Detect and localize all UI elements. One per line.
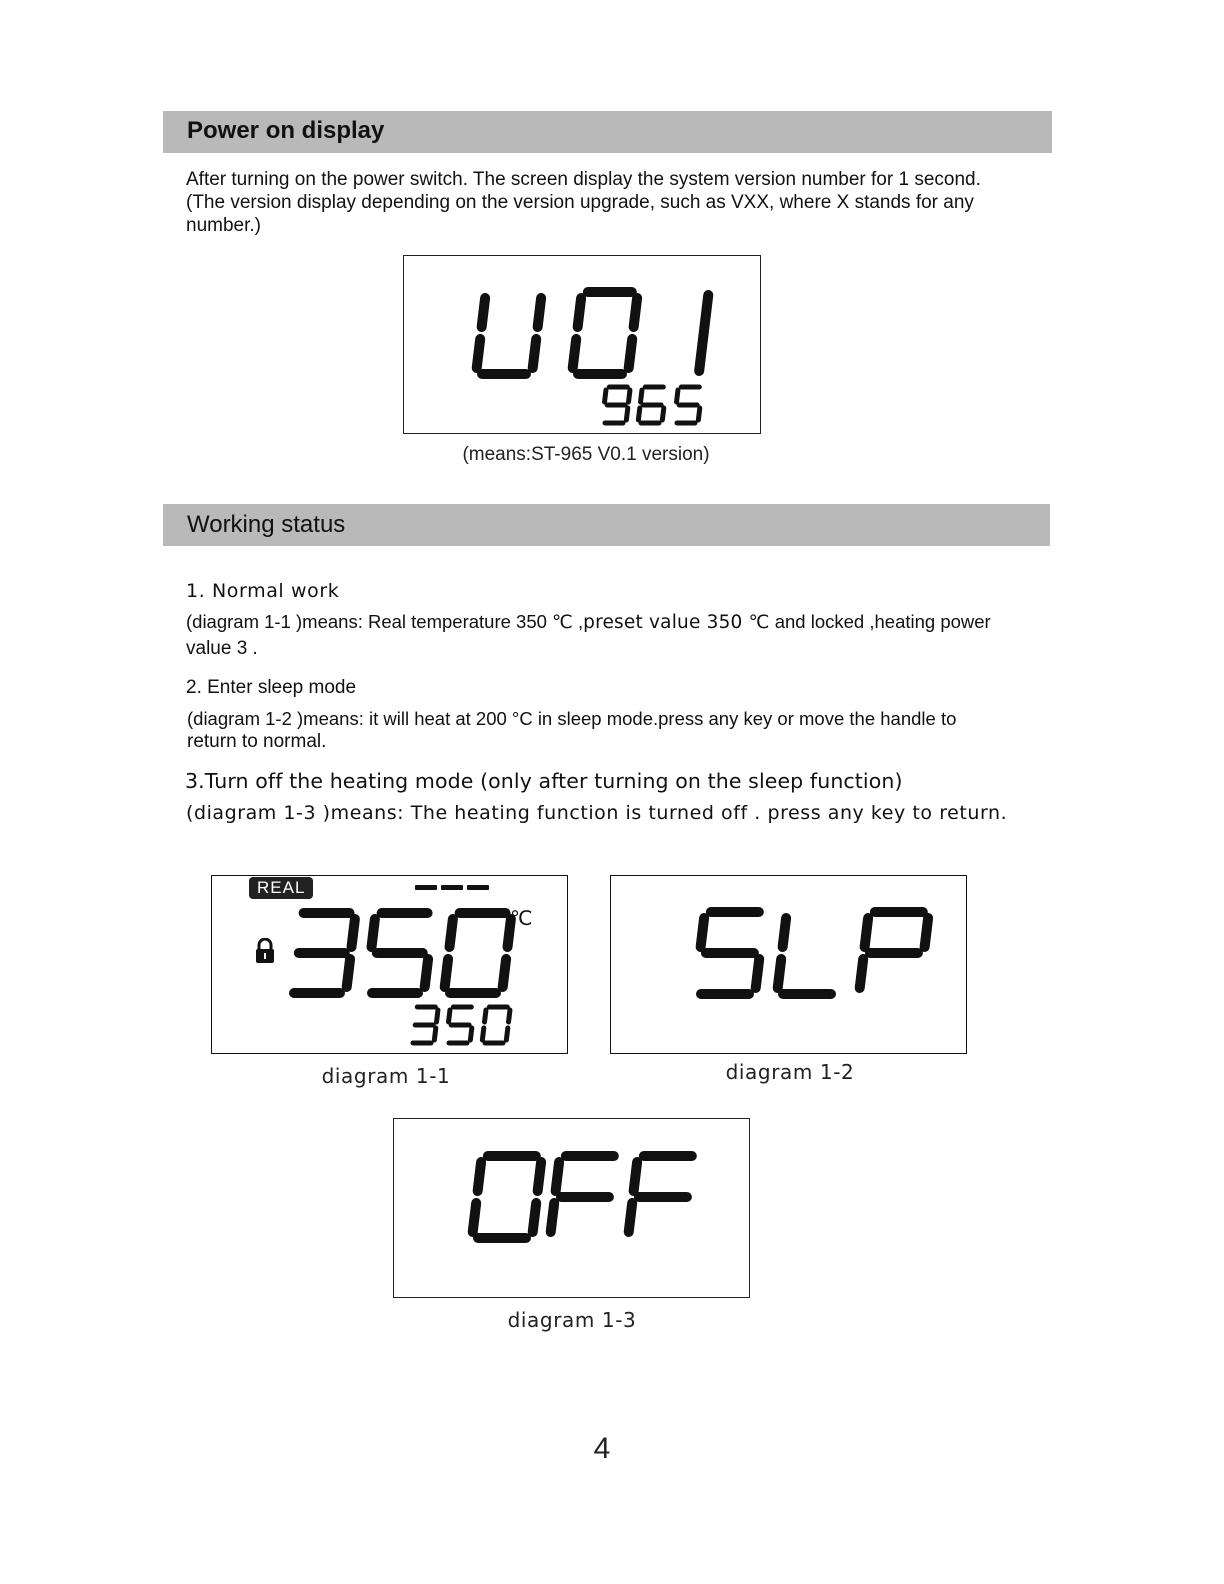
seg-stroke	[470, 1028, 471, 1040]
seg-digit	[699, 295, 708, 371]
seg-stroke	[372, 919, 375, 947]
diagram-1-1-caption: diagram 1-1	[321, 1064, 451, 1088]
seg-stroke	[347, 959, 350, 987]
seg-digit	[473, 1156, 541, 1238]
power-on-line-1: After turning on the power switch. The screen display the system version number for 1 second.	[186, 169, 981, 190]
power-level-bar	[467, 885, 489, 890]
seg-stroke	[573, 339, 576, 368]
version-sub-digits	[602, 387, 708, 428]
seg-stroke	[634, 1162, 637, 1191]
seg-stroke	[629, 1203, 632, 1232]
seg-stroke	[662, 408, 663, 420]
working-title: Working status	[187, 511, 346, 538]
diagram-1-1-lcd	[211, 875, 568, 1054]
seg-stroke	[551, 1203, 554, 1232]
seg-stroke	[629, 390, 630, 402]
item2-line-1: (diagram 1-2 )means: it will heat at 200 °C in sleep mode.press any key or move the handle to	[187, 708, 957, 729]
seg-stroke	[538, 298, 541, 327]
seg-stroke	[756, 959, 759, 988]
seg-digit	[605, 387, 630, 423]
item2-heading-text: . Enter sleep mode	[196, 677, 357, 698]
page-number: 4	[593, 1432, 611, 1465]
seg-stroke	[783, 918, 786, 947]
seg-stroke	[425, 959, 428, 987]
seg-stroke	[634, 298, 637, 327]
seg-stroke	[506, 1028, 507, 1040]
seg-digit	[573, 292, 637, 374]
seg-stroke	[605, 390, 606, 402]
seg-digit	[677, 387, 700, 423]
seg-stroke	[533, 1203, 536, 1232]
seg-stroke	[556, 1162, 559, 1191]
power-level-bar	[441, 885, 463, 890]
diagram-1-2-lcd	[610, 875, 967, 1054]
seg-digit	[449, 1007, 472, 1043]
item1-heading: 1. Normal work	[186, 580, 340, 602]
seg-stroke	[626, 408, 627, 420]
seg-digit	[445, 913, 511, 993]
item1-line-1-b: preset value 350 ℃	[583, 612, 770, 633]
seg-stroke	[485, 1010, 486, 1022]
seg-digit	[551, 1156, 614, 1232]
item1-line-1	[186, 610, 991, 634]
version-caption: (means:ST-965 V0.1 version)	[462, 444, 710, 465]
seg-stroke	[865, 918, 868, 947]
item3-heading: 3.Turn off the heating mode (only after turning on the sleep function)	[185, 769, 903, 793]
seg-stroke	[699, 295, 708, 371]
seg-stroke	[698, 408, 699, 420]
power-on-title: Power on display	[187, 117, 385, 144]
seg-stroke	[860, 959, 863, 988]
seg-digit	[477, 298, 541, 374]
seg-stroke	[509, 1010, 510, 1022]
item3-line-1: (diagram 1-3 )means: The heating function is turned off . press any key to return.	[186, 802, 1008, 824]
item2-heading	[186, 676, 356, 699]
seg-stroke	[533, 339, 536, 368]
seg-digit	[294, 913, 355, 993]
seg-stroke	[478, 1162, 481, 1191]
off-digits	[472, 1156, 708, 1248]
seg-digit	[482, 1007, 510, 1043]
seg-digit	[629, 1156, 692, 1232]
seg-stroke	[473, 1203, 476, 1232]
lock-icon	[254, 938, 276, 964]
seg-stroke	[778, 959, 781, 988]
item1-line-1-a: (diagram 1-1 )means: Real temperature 350 ℃ ,	[186, 611, 584, 632]
power-on-line-2: (The version display depending on the version upgrade, such as VXX, where X stands for any	[186, 192, 974, 213]
sleep-digits	[695, 912, 939, 1004]
seg-stroke	[578, 298, 581, 327]
seg-digit	[372, 913, 429, 993]
seg-stroke	[445, 959, 448, 987]
seg-stroke	[434, 1028, 435, 1040]
preset-temperature-digits	[410, 1007, 516, 1048]
seg-stroke	[352, 919, 355, 947]
seg-stroke	[638, 408, 639, 420]
diagram-1-3-caption: diagram 1-3	[507, 1308, 637, 1332]
power-level-indicator	[415, 885, 495, 891]
seg-stroke	[482, 298, 485, 327]
item2-number: 2	[186, 677, 197, 698]
seg-digit	[860, 912, 928, 988]
seg-stroke	[629, 339, 632, 368]
seg-stroke	[477, 339, 480, 368]
seg-stroke	[925, 918, 928, 947]
diagram-1-3-lcd	[393, 1118, 750, 1298]
item1-line-1-c: and locked ,heating power	[769, 611, 991, 632]
seg-digit	[413, 1007, 438, 1043]
seg-digit	[638, 387, 663, 423]
seg-stroke	[437, 1010, 438, 1022]
celsius-unit: ℃	[510, 908, 533, 930]
seg-stroke	[482, 1028, 483, 1040]
version-main-digits	[476, 292, 744, 384]
item1-line-2: value 3 .	[186, 638, 258, 659]
seg-stroke	[677, 390, 678, 402]
power-level-bar	[415, 885, 437, 890]
seg-digit	[778, 918, 831, 994]
seg-stroke	[538, 1162, 541, 1191]
seg-stroke	[503, 959, 506, 987]
seg-stroke	[701, 918, 704, 947]
real-badge: REAL	[249, 877, 313, 899]
real-temperature-digits	[288, 913, 522, 1003]
version-lcd-display	[403, 255, 761, 434]
seg-stroke	[449, 1010, 450, 1022]
power-on-line-3: number.)	[186, 215, 261, 236]
seg-digit	[701, 912, 760, 994]
seg-stroke	[641, 390, 642, 402]
diagram-1-2-caption: diagram 1-2	[725, 1060, 855, 1084]
item2-line-2: return to normal.	[187, 731, 327, 752]
seg-stroke	[450, 919, 453, 947]
